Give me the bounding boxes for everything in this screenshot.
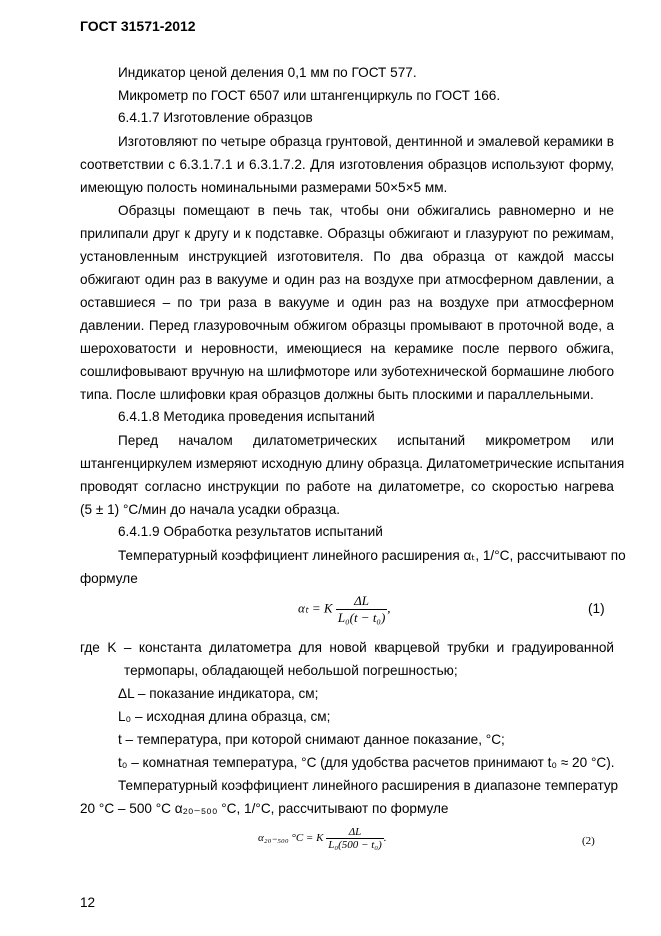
- formula-tail: .: [383, 832, 387, 845]
- formula-denominator: L₀(t − t₀): [337, 610, 386, 625]
- text-line: где K – константа дилатометра для новой кварцевой трубки и градуированной: [80, 640, 614, 655]
- text-line: установленным инструкцией изготовителя. По два образца от каждой массы: [80, 249, 614, 264]
- text-line: 20 °С – 500 °С α₂₀₋₅₀₀ °С, 1/°С, рассчитывают по формуле: [80, 801, 449, 816]
- text-line: шероховатости и неровности, имеющиеся на керамике после первого обжига,: [80, 341, 614, 356]
- text-line: термопары, обладающей небольшой погрешностью;: [124, 663, 458, 678]
- text-line: Микрометр по ГОСТ 6507 или штангенциркуль по ГОСТ 166.: [118, 88, 501, 103]
- equation-number: (1): [588, 601, 605, 616]
- formula-lhs: αₜ = K: [298, 600, 333, 616]
- text-line: t₀ – комнатная температура, °С (для удобства расчетов принимают t₀ ≈ 20 °С).: [118, 755, 615, 770]
- section-heading: 6.4.1.9 Обработка результатов испытаний: [118, 524, 383, 539]
- text-line: типа. После шлифовки края образцов должны быть плоскими и параллельными.: [80, 387, 594, 402]
- text-line: оставшиеся – по три раза в вакууме и один раз на воздухе при атмосферном: [80, 295, 614, 310]
- formula-tail: ,: [387, 600, 391, 616]
- text-line: Изготовляют по четыре образца грунтовой, дентинной и эмалевой керамики в: [118, 134, 614, 149]
- text-line: Образцы помещают в печь так, чтобы они обжигались равномерно и не: [118, 203, 614, 218]
- text-line: сошлифовывают вручную на шлифмоторе или зуботехнической бормашине любого: [80, 364, 614, 379]
- text-line: ΔL – показание индикатора, см;: [118, 686, 319, 701]
- text-line: обжигают один раз в вакууме и один раз на воздухе при атмосферном давлении, а: [80, 272, 614, 287]
- formula-fraction: [336, 593, 387, 626]
- text-line: прилипали друг к другу и к подставке. Образцы обжигают и глазуруют по режимам,: [80, 226, 614, 241]
- page-number: 12: [80, 895, 96, 910]
- formula-1: [298, 593, 391, 626]
- text-line: проводят согласно инструкции по работе на дилатометре, со скоростью нагрева: [80, 479, 614, 494]
- document-header: ГОСТ 31571-2012: [80, 18, 196, 34]
- text-line: Температурный коэффициент линейного расширения αₜ, 1/°С, рассчитывают по: [118, 548, 626, 563]
- formula-2: [258, 826, 387, 851]
- text-line: t – температура, при которой снимают данное показание, °С;: [118, 732, 505, 747]
- text-line: давлении. Перед глазуровочным обжигом образцы промывают в проточной воде, а: [80, 318, 614, 333]
- formula-numerator: ΔL: [354, 593, 370, 608]
- text-line: формуле: [80, 571, 138, 586]
- text-line: штангенциркулем измеряют исходную длину образца. Дилатометрические испытания: [80, 456, 625, 471]
- text-line: L₀ – исходная длина образца, см;: [118, 709, 331, 724]
- formula-denominator: L₀(500 − t₀): [328, 839, 382, 851]
- text-line: (5 ± 1) °C/мин до начала усадки образца.: [80, 502, 341, 517]
- formula-fraction: [326, 826, 384, 851]
- text-line: имеющую полость номинальными размерами 50×5×5 мм.: [80, 180, 448, 195]
- text-line: Температурный коэффициент линейного расширения в диапазоне температур: [118, 778, 619, 793]
- text-line: соответствии с 6.3.1.7.1 и 6.3.1.7.2. Для изготовления образцов используют форму,: [80, 157, 614, 172]
- formula-lhs: α₂₀₋₅₀₀ °С = K: [258, 832, 324, 845]
- section-heading: 6.4.1.7 Изготовление образцов: [118, 110, 313, 125]
- text-line: Индикатор ценой деления 0,1 мм по ГОСТ 577.: [118, 65, 417, 80]
- text-line: Перед началом дилатометрических испытаний микрометром или: [118, 433, 614, 448]
- formula-numerator: ΔL: [348, 826, 362, 838]
- equation-number: (2): [582, 835, 595, 847]
- section-heading: 6.4.1.8 Методика проведения испытаний: [118, 409, 375, 424]
